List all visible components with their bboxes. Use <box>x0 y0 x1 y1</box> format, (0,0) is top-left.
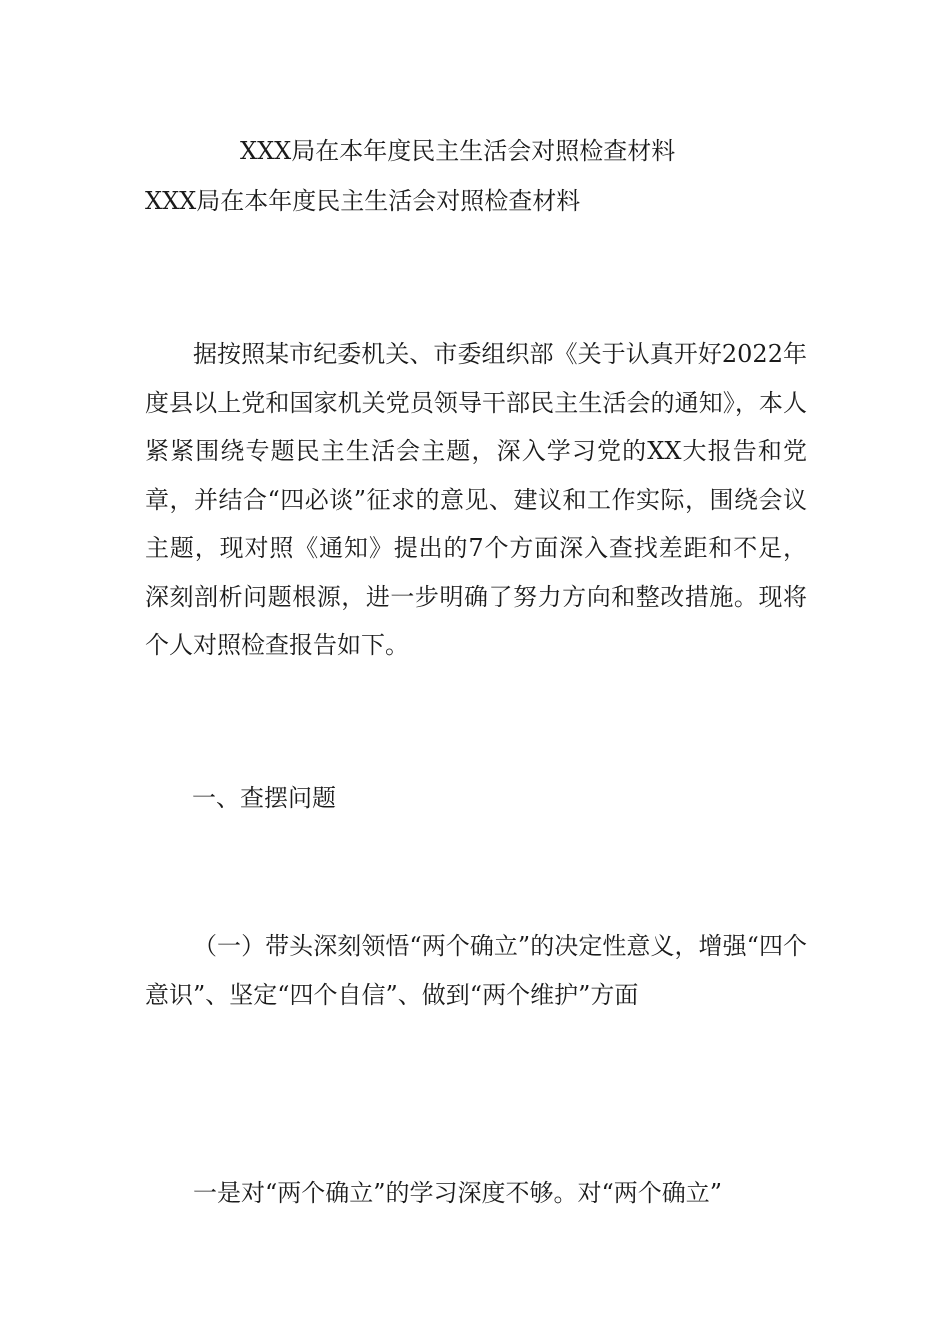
document-title-left: XXX局在本年度民主生活会对照检查材料 <box>145 187 581 215</box>
point-paragraph: 一是对“两个确立”的学习深度不够。对“两个确立” <box>193 1179 723 1207</box>
section-heading: 一、查摆问题 <box>192 784 336 812</box>
document-title-centered: XXX局在本年度民主生活会对照检查材料 <box>240 137 676 165</box>
intro-paragraph: 据按照某市纪委机关、市委组织部《关于认真开好2022年度县以上党和国家机关党员领导干部民主生活会的通知》，本人紧紧围绕专题民主生活会主题，深入学习党的XX大报告和党章，并结合“四必谈”征求的意见、建议和工作实际，围绕会议主题，现对照《通知》提出的7个方面深入查找差距和不足，深刻剖析问题根源，进一步明确了努力方向和整改措施。现将个人对照检查报告如下。 <box>145 340 807 659</box>
subsection-heading: （一）带头深刻领悟“两个确立”的决定性意义，增强“四个意识”、坚定“四个自信”、做到“两个维护”方面 <box>145 932 807 1009</box>
